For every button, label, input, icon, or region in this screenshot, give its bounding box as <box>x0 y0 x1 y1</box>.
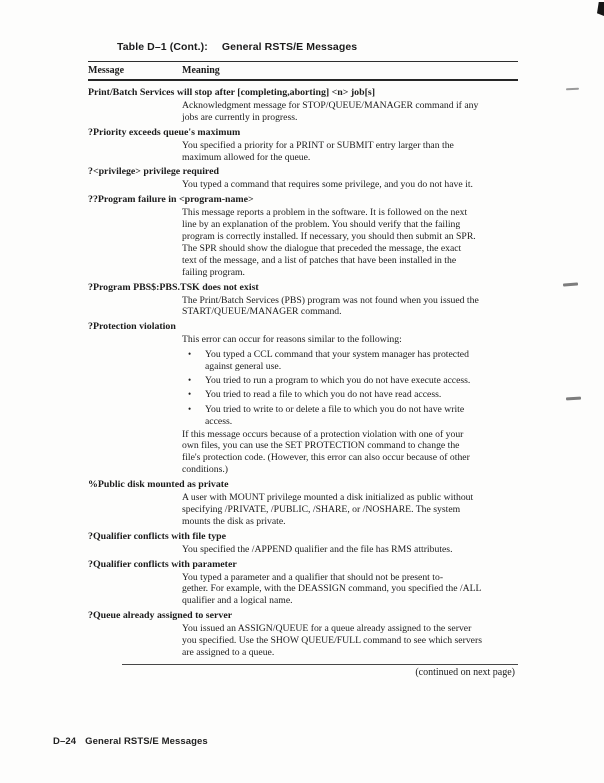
text-line: mounts the disk as private. <box>182 515 286 527</box>
message-entry <box>88 479 518 528</box>
message-text: ?Queue already assigned to server <box>88 610 233 622</box>
message-text: ?Program PBS$:PBS.TSK does not exist <box>88 281 259 293</box>
bullet-text <box>205 349 469 373</box>
text-line: qualifier and a logical name. <box>182 595 293 607</box>
text-line: You tried to read a file to which you do not have read access. <box>205 389 442 401</box>
text-line: You typed a parameter and a qualifier that should not be present to- <box>182 571 444 583</box>
message-entry <box>88 166 518 191</box>
text-line: If this message occurs because of a protection violation with one of your <box>182 428 464 440</box>
page-number: D–24 <box>53 736 77 747</box>
text-line: maximum allowed for the queue. <box>182 151 311 163</box>
text-line: access. <box>205 415 233 427</box>
scan-edge-mark <box>566 88 579 91</box>
message-entry <box>88 610 518 659</box>
text-line: You typed a command that requires some privilege, and you do not have it. <box>182 179 473 191</box>
text-line: jobs are currently in progress. <box>182 111 298 123</box>
text-line: You tried to run a program to which you do not have execute access. <box>205 374 471 386</box>
table-bottom-rule <box>122 664 518 665</box>
text-line: gether. For example, with the DEASSIGN command, you specified the /ALL <box>182 583 482 595</box>
bullet-text <box>205 389 441 401</box>
messages-table <box>88 61 518 678</box>
message-entry <box>88 87 518 124</box>
message-text: ?Qualifier conflicts with parameter <box>88 558 237 570</box>
text-line: specifying /PRIVATE, /PUBLIC, /SHARE, or /NOSHARE. The system <box>182 504 461 515</box>
message-text: ??Program failure in <program-name> <box>88 194 254 206</box>
meaning-block <box>182 544 518 556</box>
meaning-paragraph <box>182 334 518 346</box>
bullet-icon: • <box>188 403 192 414</box>
footer-text: General RSTS/E Messages <box>85 736 208 747</box>
bullet-item <box>188 404 518 428</box>
meaning-block <box>182 140 518 164</box>
meaning-paragraph <box>182 207 518 278</box>
text-line: START/QUEUE/MANAGER command. <box>182 306 342 318</box>
bullet-text <box>205 404 464 428</box>
text-line: Acknowledgment message for STOP/QUEUE/MANAGER command if any <box>182 99 479 111</box>
text-line: text of the message, and a list of patches that have been installed in the <box>182 254 457 266</box>
bullet-icon: • <box>188 374 192 385</box>
text-line: You specified the /APPEND qualifier and the file has RMS attributes. <box>182 543 453 555</box>
meaning-paragraph <box>182 140 518 164</box>
table-header-row <box>88 61 518 81</box>
scan-corner-artifact <box>597 2 604 16</box>
message-entry <box>88 282 518 319</box>
meaning-block <box>182 623 518 659</box>
continued-note: (continued on next page) <box>415 666 515 678</box>
column-header-meaning: Meaning <box>182 65 220 76</box>
table-title <box>117 41 357 53</box>
text-line: The SPR should show the dialogue that preceded the message, the exact <box>182 242 462 254</box>
meaning-paragraph <box>182 544 518 556</box>
scan-edge-mark <box>566 397 581 400</box>
text-line: You issued an ASSIGN/QUEUE for a queue already assigned to the server <box>182 623 472 635</box>
message-text: ?<privilege> privilege required <box>88 166 220 178</box>
meaning-block <box>182 572 518 608</box>
table-entries <box>88 81 518 659</box>
meaning-block <box>182 207 518 278</box>
column-header-message: Message <box>88 65 125 76</box>
text-line: A user with MOUNT privilege mounted a disk initialized as public without <box>182 492 474 504</box>
meaning-paragraph <box>182 179 518 191</box>
table-title-label: Table D–1 (Cont.): <box>117 41 208 53</box>
table-title-text: General RSTS/E Messages <box>221 41 358 53</box>
meaning-paragraph <box>182 100 518 124</box>
scan-edge-mark <box>563 282 578 286</box>
meaning-block <box>182 179 518 191</box>
text-line: failing program. <box>182 266 245 278</box>
text-line: You specified a priority for a PRINT or SUBMIT entry larger than the <box>182 139 454 151</box>
message-entry <box>88 321 518 476</box>
meaning-block <box>182 295 518 319</box>
text-line: file's protection code. (However, this error can also occur because of other <box>182 452 470 464</box>
text-line: This error can occur for reasons similar to the following: <box>182 334 402 346</box>
message-entry <box>88 531 518 556</box>
bullet-text <box>205 375 470 387</box>
bullet-list <box>182 349 518 428</box>
meaning-block <box>182 492 518 528</box>
bullet-item <box>188 375 518 387</box>
message-text: ?Priority exceeds queue's maximum <box>88 126 241 138</box>
message-entry <box>88 559 518 608</box>
text-line: The Print/Batch Services (PBS) program was not found when you issued the <box>182 294 479 306</box>
message-text: ?Protection violation <box>88 321 176 333</box>
meaning-paragraph <box>182 295 518 319</box>
text-line: are assigned to a queue. <box>182 646 275 658</box>
text-line: you specified. Use the SHOW QUEUE/FULL command to see which servers <box>182 635 482 647</box>
message-text: ?Qualifier conflicts with file type <box>88 530 227 542</box>
message-entry <box>88 127 518 164</box>
bullet-icon: • <box>188 389 192 400</box>
message-entry <box>88 194 518 278</box>
bullet-item <box>188 349 518 373</box>
meaning-paragraph <box>182 572 518 608</box>
text-line: You tried to write to or delete a file to which you do not have write <box>205 403 465 415</box>
text-line: You typed a CCL command that your system manager has protected <box>205 348 469 360</box>
meaning-block <box>182 100 518 124</box>
bullet-item <box>188 389 518 401</box>
text-line: line by an explanation of the problem. You should verify that the failing <box>182 219 461 231</box>
meaning-block <box>182 334 518 476</box>
text-line: against general use. <box>205 360 282 372</box>
meaning-paragraph <box>182 492 518 528</box>
text-line: conditions.) <box>182 464 229 476</box>
meaning-paragraph <box>182 623 518 659</box>
page-footer <box>53 736 208 747</box>
meaning-paragraph <box>182 429 518 477</box>
text-line: This message reports a problem in the software. It is followed on the next <box>182 207 468 219</box>
text-line: program is correctly installed. If necessary, you should then submit an SPR. <box>182 230 476 242</box>
message-text: Print/Batch Services will stop after [completing,aborting] <n> job[s] <box>88 87 375 98</box>
message-text: %Public disk mounted as private <box>88 479 229 491</box>
text-line: own files, you can use the SET PROTECTION command to change the <box>182 440 460 452</box>
bullet-icon: • <box>188 348 192 359</box>
